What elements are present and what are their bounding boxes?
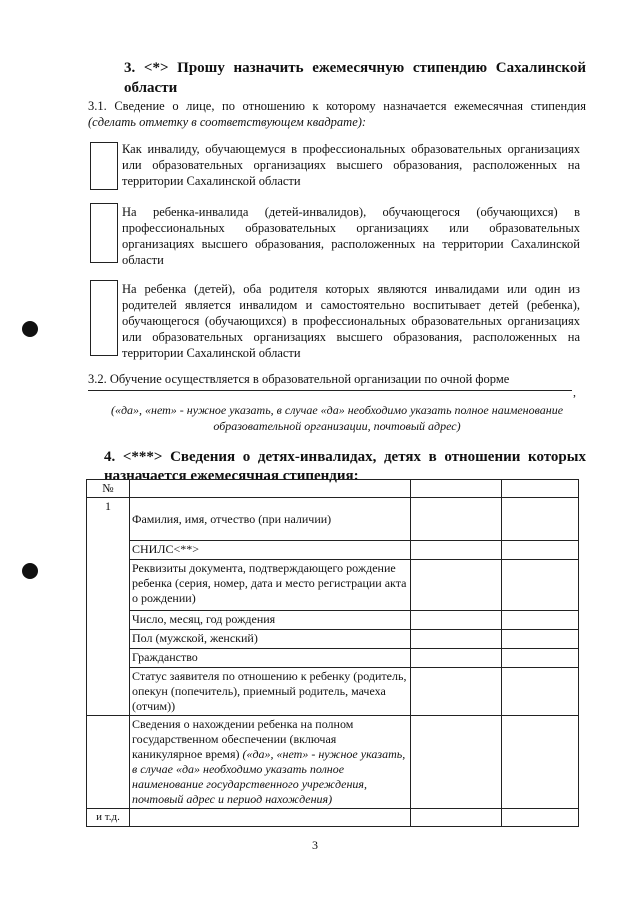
page-number: 3 [312, 838, 318, 852]
table-row [87, 630, 579, 649]
row-label: Пол (мужской, женский) [130, 630, 411, 649]
header-num-cell: № [87, 480, 130, 498]
option-checkbox-1[interactable] [90, 142, 118, 190]
table-row [87, 649, 579, 668]
etc-cell: и т.д. [87, 809, 130, 827]
education-answer-line[interactable] [88, 390, 572, 391]
table-header-row [87, 480, 579, 498]
option-text-3: На ребенка (детей), оба родителя которых являются инвалидами или один из родителей является инвалидом и самостоятельно воспитывает детей (ребенка), обучающегося (обучающихся) в профессиональных образовательных организациях или образовательных организациях высшего образования, расположенных на территории Сахалинской области [122, 282, 580, 360]
table-row [87, 560, 579, 611]
row-value-cell[interactable] [411, 541, 502, 560]
row-value-cell[interactable] [502, 498, 579, 541]
option-checkbox-3[interactable] [90, 280, 118, 356]
section3-2-text: 3.2. Обучение осуществляется в образовательной организации по очной форме [88, 372, 510, 386]
row-label: Статус заявителя по отношению к ребенку (родитель, опекун (попечитель), приемный родитель, мачеха (отчим)) [130, 668, 411, 716]
table-row [87, 541, 579, 560]
section4-title: 4. <***> Сведения о детях-инвалидах, детях в отношении которых назначается ежемесячная стипендия: [104, 449, 586, 484]
table-row [87, 498, 579, 541]
table-row [87, 809, 579, 827]
row-value-cell[interactable] [411, 611, 502, 630]
row-value-cell[interactable] [502, 649, 579, 668]
row-value-cell[interactable] [411, 630, 502, 649]
punch-hole [22, 321, 38, 337]
row-label: СНИЛС<**> [130, 541, 411, 560]
state-support-note: («да», «нет» - нужное указать, в случае «да» необходимо указать полное наименование государственного учреждения, почтовый адрес и период нахождения) [132, 747, 406, 806]
option-text-1: Как инвалиду, обучающемуся в профессиональных образовательных организациях или образовательных организациях высшего образования, расположенных на территории Сахалинской области [122, 142, 580, 188]
row-value-cell[interactable] [411, 498, 502, 541]
row-value-cell[interactable] [502, 560, 579, 611]
row-value-cell[interactable] [502, 541, 579, 560]
row-value-cell[interactable] [502, 716, 579, 809]
row-number-cell: 1 [87, 498, 130, 716]
section3-2-note: («да», «нет» - нужное указать, в случае «да» необходимо указать полное наименование образовательной организации, почтовый адрес) [110, 403, 564, 433]
option-checkbox-2[interactable] [90, 203, 118, 263]
row-label: Гражданство [130, 649, 411, 668]
row-label: Число, месяц, год рождения [130, 611, 411, 630]
row-value-cell[interactable] [502, 668, 579, 716]
row-value-cell[interactable] [411, 560, 502, 611]
section3-1-hint: (сделать отметку в соответствующем квадрате): [88, 115, 367, 129]
row-label: Фамилия, имя, отчество (при наличии) [130, 498, 411, 541]
table-row [87, 611, 579, 630]
row-value-cell[interactable] [502, 630, 579, 649]
row-value-cell[interactable] [502, 611, 579, 630]
option-text-2: На ребенка-инвалида (детей-инвалидов), обучающегося (обучающихся) в профессиональных образовательных организациях или образовательных организациях высшего образования, расположенных на территории Сахалинской области [122, 205, 580, 267]
row-value-cell[interactable] [411, 649, 502, 668]
children-table [86, 479, 579, 827]
table-row [87, 716, 579, 809]
row-label: Реквизиты документа, подтверждающего рождение ребенка (серия, номер, дата и место регистрации акта о рождении) [130, 560, 411, 611]
table-row [87, 668, 579, 716]
row-label-state-support: Сведения о нахождении ребенка на полном государственном обеспечении (включая каникулярное время) («да», «нет» - нужное указать, в случае «да» необходимо указать полное наименование государственного учреждения, почтовый адрес и период нахождения) [130, 716, 411, 809]
section3-1-text: 3.1. Сведение о лице, по отношению к которому назначается ежемесячная стипендия (сделать отметку в соответствующем квадрате): [88, 99, 586, 129]
punch-hole [22, 563, 38, 579]
row-value-cell[interactable] [411, 668, 502, 716]
line-comma: , [573, 385, 576, 399]
section3-title: 3. <*> Прошу назначить ежемесячную стипендию Сахалинской области [124, 60, 586, 96]
row-value-cell[interactable] [411, 716, 502, 809]
